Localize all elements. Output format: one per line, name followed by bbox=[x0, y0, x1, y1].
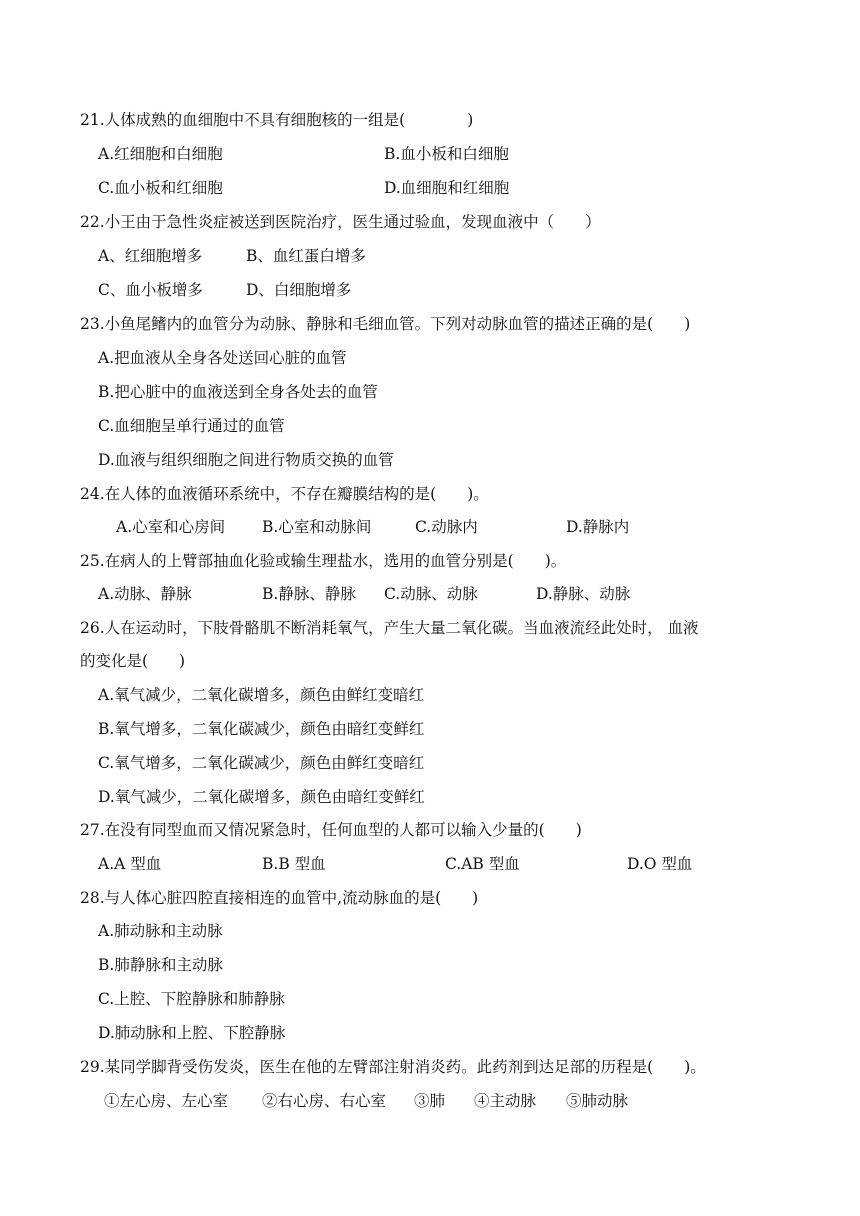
question-28-option-c: C.上腔、下腔静脉和肺静脉 bbox=[98, 990, 285, 1008]
question-28-option-a: A.肺动脉和主动脉 bbox=[98, 922, 223, 940]
question-23-option-a: A.把血液从全身各处送回心脏的血管 bbox=[98, 349, 347, 367]
question-24-stem: 24.在人体的血液循环系统中，不存在瓣膜结构的是( )。 bbox=[80, 485, 489, 503]
question-25-option-c: C.动脉、动脉 bbox=[384, 585, 478, 603]
question-25-option-b: B.静脉、静脉 bbox=[262, 585, 356, 603]
question-27-stem: 27.在没有同型血而又情况紧急时，任何血型的人都可以输入少量的( ) bbox=[80, 821, 582, 839]
question-29-item-3: ③肺 bbox=[414, 1092, 446, 1110]
question-21-option-c: C.血小板和红细胞 bbox=[98, 179, 223, 197]
question-27-option-b: B.B 型血 bbox=[262, 855, 326, 873]
question-27-option-c: C.AB 型血 bbox=[445, 855, 520, 873]
question-21-option-d: D.血细胞和红细胞 bbox=[384, 179, 510, 197]
question-27-option-a: A.A 型血 bbox=[98, 855, 162, 873]
question-24-option-a: A.心室和心房间 bbox=[116, 518, 226, 536]
question-26-stem-line-2: 的变化是( ) bbox=[80, 652, 186, 670]
question-22-option-a: A、红细胞增多 bbox=[98, 247, 203, 265]
question-26-stem-line-1: 26.人在运动时，下肢骨骼肌不断消耗氧气，产生大量二氧化碳。当血液流经此处时， 血液 bbox=[80, 619, 699, 637]
question-26-option-d: D.氧气减少，二氧化碳增多，颜色由暗红变鲜红 bbox=[98, 788, 425, 806]
question-24-option-b: B.心室和动脉间 bbox=[262, 518, 372, 536]
question-25-option-a: A.动脉、静脉 bbox=[98, 585, 192, 603]
question-27-option-d: D.O 型血 bbox=[627, 855, 693, 873]
question-21-stem: 21.人体成熟的血细胞中不具有细胞核的一组是( ) bbox=[80, 111, 474, 129]
question-22-option-b: B、血红蛋白增多 bbox=[246, 247, 366, 265]
question-26-option-b: B.氧气增多，二氧化碳减少，颜色由暗红变鲜红 bbox=[98, 720, 425, 738]
question-28-option-b: B.肺静脉和主动脉 bbox=[98, 956, 223, 974]
question-29-stem: 29.某同学脚背受伤发炎，医生在他的左臂部注射消炎药。此药剂到达足部的历程是( )。 bbox=[80, 1058, 706, 1076]
question-22-option-c: C、血小板增多 bbox=[98, 281, 203, 299]
question-24-option-d: D.静脉内 bbox=[566, 518, 630, 536]
question-22-option-d: D、白细胞增多 bbox=[246, 281, 352, 299]
question-29-item-5: ⑤肺动脉 bbox=[566, 1092, 629, 1110]
question-23-option-b: B.把心脏中的血液送到全身各处去的血管 bbox=[98, 383, 378, 401]
question-29-item-4: ④主动脉 bbox=[474, 1092, 537, 1110]
question-29-item-2: ②右心房、右心室 bbox=[262, 1092, 387, 1110]
question-28-option-d: D.肺动脉和上腔、下腔静脉 bbox=[98, 1024, 286, 1042]
question-25-stem: 25.在病人的上臂部抽血化验或输生理盐水，选用的血管分别是( )。 bbox=[80, 552, 567, 570]
question-23-stem: 23.小鱼尾鳍内的血管分为动脉、静脉和毛细血管。下列对动脉血管的描述正确的是( ) bbox=[80, 315, 691, 333]
question-29-item-1: ①左心房、左心室 bbox=[104, 1092, 229, 1110]
question-23-option-c: C.血细胞呈单行通过的血管 bbox=[98, 417, 285, 435]
question-22-stem: 22.小王由于急性炎症被送到医院治疗，医生通过验血，发现血液中（ ） bbox=[80, 213, 601, 231]
question-26-option-a: A.氧气减少，二氧化碳增多，颜色由鲜红变暗红 bbox=[98, 686, 425, 704]
question-23-option-d: D.血液与组织细胞之间进行物质交换的血管 bbox=[98, 451, 394, 469]
question-21-option-b: B.血小板和白细胞 bbox=[384, 145, 509, 163]
question-26-option-c: C.氧气增多，二氧化碳减少，颜色由鲜红变暗红 bbox=[98, 754, 425, 772]
question-28-stem: 28.与人体心脏四腔直接相连的血管中,流动脉血的是( ) bbox=[80, 889, 479, 907]
question-25-option-d: D.静脉、动脉 bbox=[536, 585, 631, 603]
question-24-option-c: C.动脉内 bbox=[415, 518, 478, 536]
question-21-option-a: A.红细胞和白细胞 bbox=[98, 145, 223, 163]
